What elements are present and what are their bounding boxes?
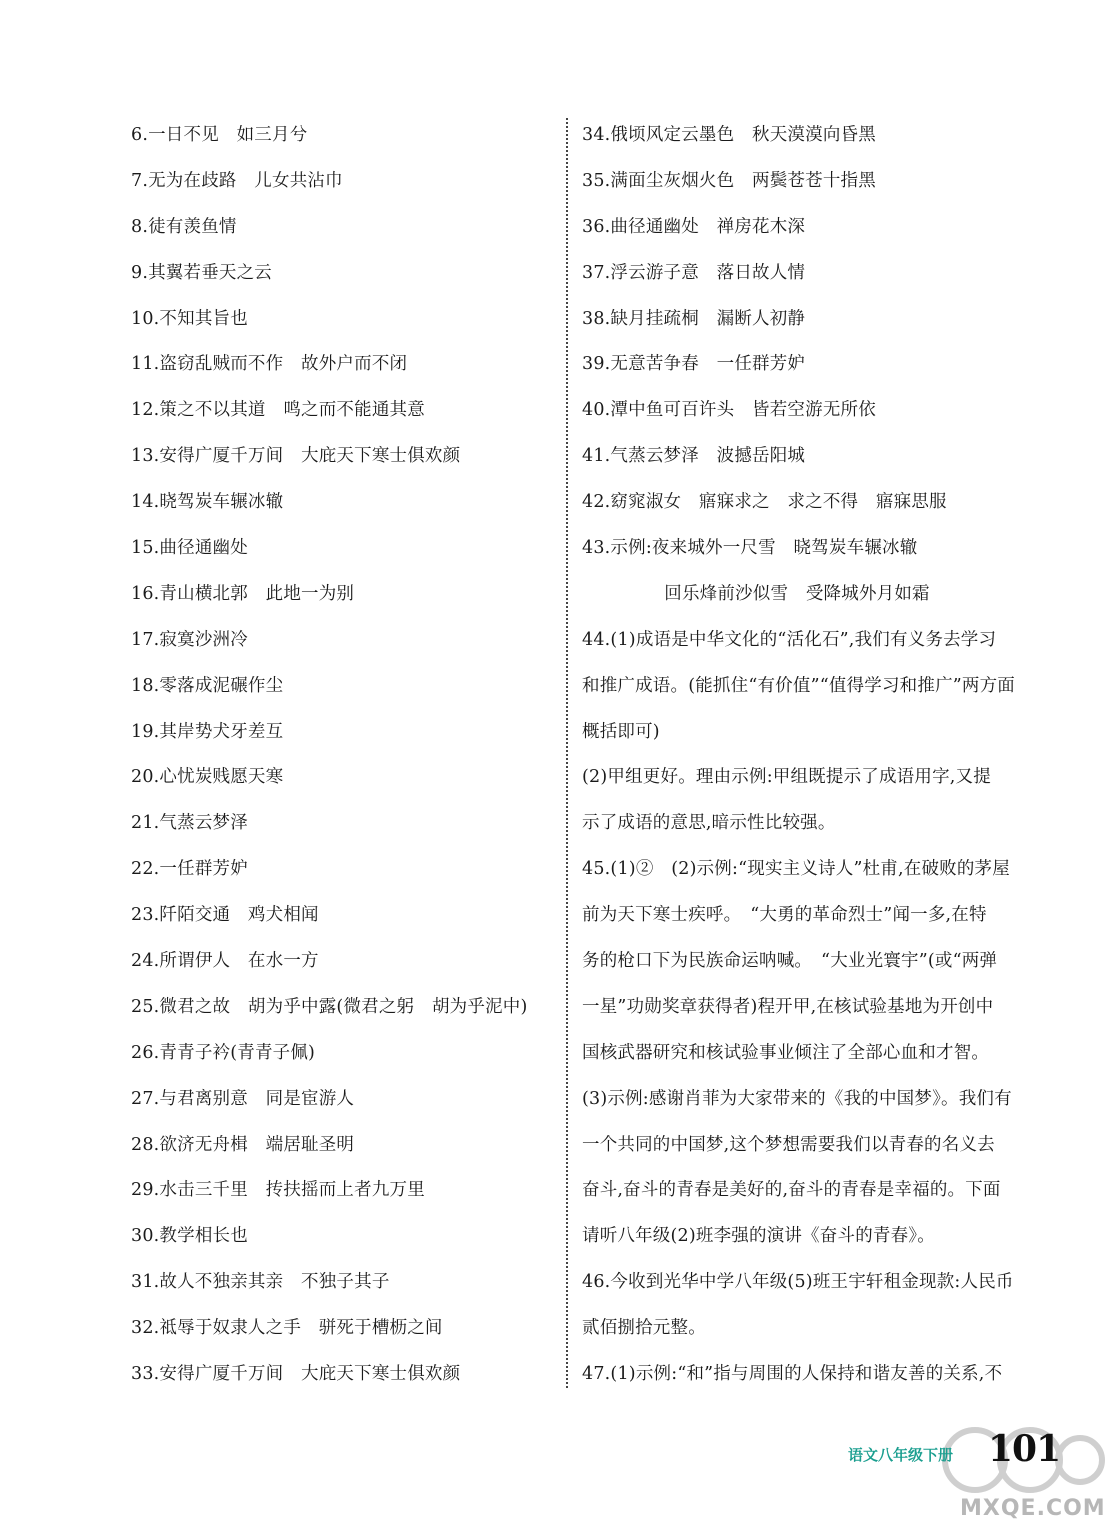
answer-line: 13.安得广厦千万间 大庇天下寒士俱欢颜 [131,446,461,467]
answer-line: 10.不知其旨也 [131,308,248,329]
answer-line: 贰佰捌拾元整。 [582,1318,706,1339]
answer-line: 11.盗窃乱贼而不作 故外户而不闭 [131,354,408,375]
answer-line: 24.所谓伊人 在水一方 [131,951,319,972]
answer-line: 44.(1)成语是中华文化的“活化石”,我们有义务去学习 [582,629,997,650]
answer-line: 概括即可) [582,721,660,742]
subject-label: 语文八年级下册 [848,1446,954,1464]
answer-line: 45.(1)② (2)示例:“现实主义诗人”杜甫,在破败的茅屋 [582,859,1010,880]
answer-line: 8.徒有羡鱼情 [131,216,237,237]
answer-line: 一个共同的中国梦,这个梦想需要我们以青春的名义去 [582,1134,995,1155]
answer-line: 38.缺月挂疏桐 漏断人初静 [582,308,806,329]
answer-line: 国核武器研究和核试验事业倾注了全部心血和才智。 [582,1042,990,1063]
answer-line: 18.零落成泥碾作尘 [131,675,284,696]
answer-line: 一星”功勋奖章获得者)程开甲,在核试验基地为开创中 [582,996,994,1017]
answer-line: 27.与君离别意 同是宦游人 [131,1088,355,1109]
answer-line: 26.青青子衿(青青子佩) [131,1042,316,1063]
page-number: 101 [988,1428,1061,1470]
answer-line: 28.欲济无舟楫 端居耻圣明 [131,1134,355,1155]
right-answer-column [582,113,1016,1398]
answer-line: 29.水击三千里 抟扶摇而上者九万里 [131,1180,425,1201]
answer-line: (3)示例:感谢肖菲为大家带来的《我的中国梦》。我们有 [582,1088,1012,1109]
answer-line: 37.浮云游子意 落日故人情 [582,262,806,283]
answer-line: 22.一任群芳妒 [131,859,248,880]
answer-line: 19.其岸势犬牙差互 [131,721,284,742]
answer-line: 23.阡陌交通 鸡犬相闻 [131,905,319,926]
answer-line: 35.满面尘灰烟火色 两鬓苍苍十指黑 [582,170,876,191]
answer-line: 务的枪口下为民族命运呐喊。 “大业光寰宇”(或“两弹 [582,951,998,972]
answer-line: 39.无意苦争春 一任群芳妒 [582,354,806,375]
answer-line: 21.气蒸云梦泽 [131,813,248,834]
answer-line: 33.安得广厦千万间 大庇天下寒士俱欢颜 [131,1364,461,1385]
column-divider [566,118,568,1388]
answer-line: 36.曲径通幽处 禅房花木深 [582,216,806,237]
answer-line: 31.故人不独亲其亲 不独子其子 [131,1272,390,1293]
answer-line: 17.寂寞沙洲冷 [131,629,248,650]
answer-line-continuation: 回乐烽前沙似雪 受降城外月如霜 [664,583,930,604]
answer-line: 41.气蒸云梦泽 波撼岳阳城 [582,446,806,467]
answer-line: 和推广成语。(能抓住“有价值”“值得学习和推广”两方面 [582,675,1016,696]
answer-line: 奋斗,奋斗的青春是美好的,奋斗的青春是幸福的。下面 [582,1180,1001,1201]
answer-line: 示了成语的意思,暗示性比较强。 [582,813,836,834]
answer-line: 前为天下寒士疾呼。 “大勇的革命烈士”闻一多,在特 [582,905,987,926]
answer-line: 47.(1)示例:“和”指与周围的人保持和谐友善的关系,不 [582,1364,1003,1385]
answer-line: 16.青山横北郭 此地一为别 [131,583,355,604]
answer-line: 15.曲径通幽处 [131,538,248,559]
answer-line: 6.一日不见 如三月兮 [131,125,308,145]
answer-line: 9.其翼若垂天之云 [131,262,272,283]
answer-line: 14.晓驾炭车辗冰辙 [131,492,284,513]
answer-line: 42.窈窕淑女 寤寐求之 求之不得 寤寐思服 [582,492,947,513]
answer-line: (2)甲组更好。理由示例:甲组既提示了成语用字,又提 [582,767,991,788]
answer-line: 40.潭中鱼可百许头 皆若空游无所依 [582,400,876,421]
answer-line: 7.无为在歧路 儿女共沾巾 [131,170,343,191]
answer-line: 12.策之不以其道 鸣之而不能通其意 [131,400,425,421]
answer-line: 46.今收到光华中学八年级(5)班王宇轩租金现款:人民币 [582,1272,1014,1293]
answer-line: 34.俄顷风定云墨色 秋天漠漠向昏黑 [582,125,876,145]
answer-line: 请听八年级(2)班李强的演讲《奋斗的青春》。 [582,1226,935,1247]
watermark-text: MXQE.COM [960,1496,1106,1521]
answer-line: 43.示例:夜来城外一尺雪 晓驾炭车辗冰辙 [582,538,918,559]
left-answer-column [131,113,551,1398]
answer-line: 30.教学相长也 [131,1226,248,1247]
answer-line: 25.微君之故 胡为乎中露(微君之躬 胡为乎泥中) [131,996,528,1017]
answer-line: 20.心忧炭贱愿天寒 [131,767,284,788]
answer-line: 32.祗辱于奴隶人之手 骈死于槽枥之间 [131,1318,443,1339]
